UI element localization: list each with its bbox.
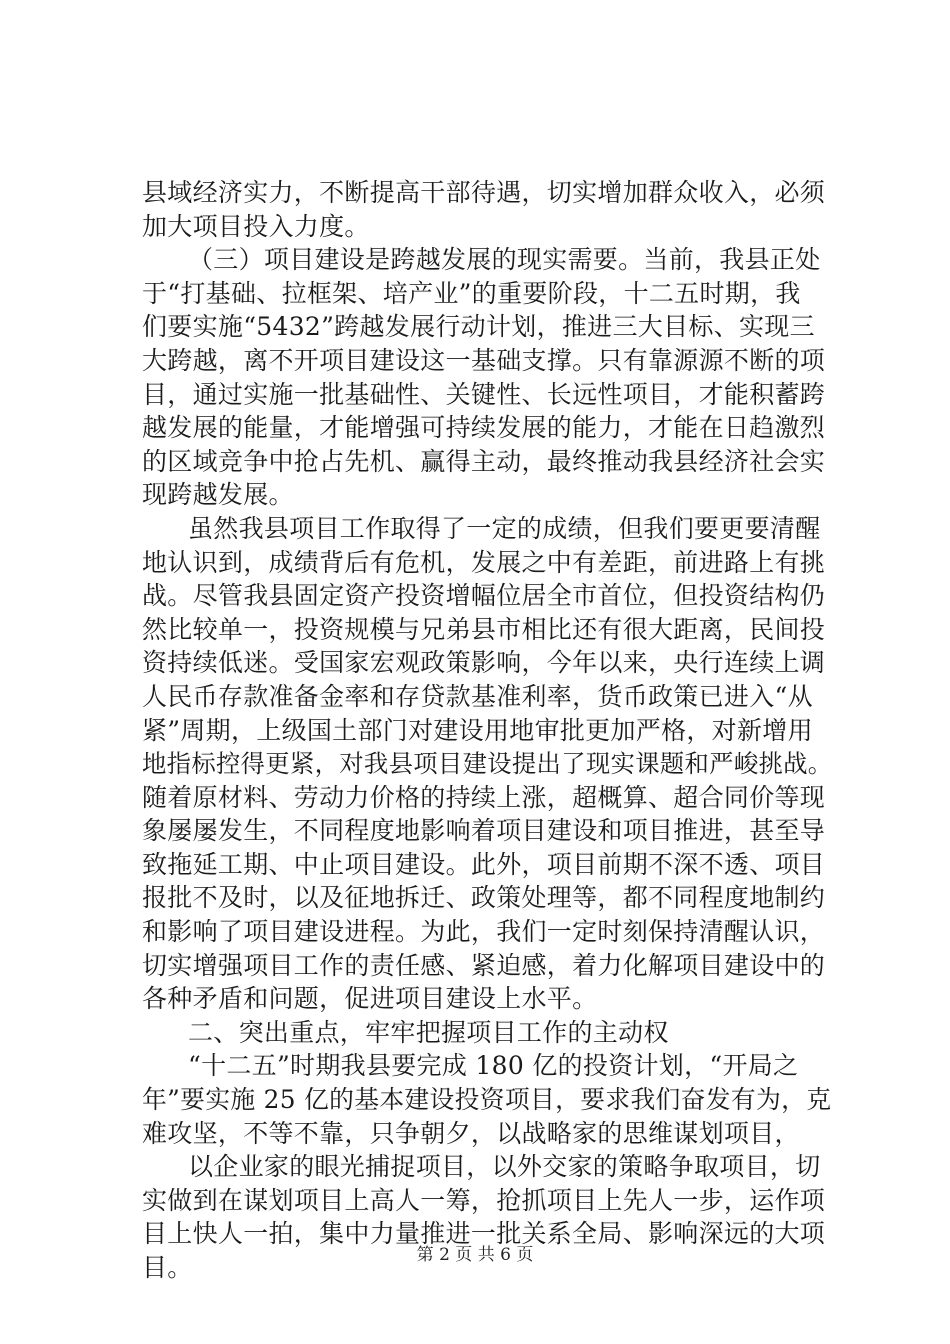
text-line: 于“打基础、拉框架、培产业”的重要阶段，十二五时期，我 bbox=[142, 278, 801, 308]
text-line: 地认识到，成绩背后有危机，发展之中有差距，前进路上有挑 bbox=[142, 547, 826, 577]
document-body bbox=[142, 176, 832, 1285]
text-line: 然比较单一，投资规模与兄弟县市相比还有很大距离，民间投 bbox=[142, 614, 826, 644]
text-line: 目。 bbox=[142, 1253, 193, 1282]
text-line: 实做到在谋划项目上高人一筹，抢抓项目上先人一步，运作项 bbox=[142, 1185, 826, 1215]
text-line: 资持续低迷。受国家宏观政策影响，今年以来，央行连续上调 bbox=[142, 648, 826, 678]
text-line: “十二五”时期我县要完成 180 亿的投资计划，“开局之 bbox=[188, 1051, 799, 1081]
text-line: 越发展的能量，才能增强可持续发展的能力，才能在日趋激烈 bbox=[142, 413, 826, 443]
text-line: 随着原材料、劳动力价格的持续上涨，超概算、超合同价等现 bbox=[142, 782, 826, 812]
text-line: （三）项目建设是跨越发展的现实需要。当前，我县正处 bbox=[188, 245, 821, 275]
page-footer: 第 2 页 共 6 页 bbox=[416, 1245, 534, 1265]
text-line: 年”要实施 25 亿的基本建设投资项目，要求我们奋发有为，克 bbox=[142, 1085, 832, 1115]
text-line: 象屡屡发生，不同程度地影响着项目建设和项目推进，甚至导 bbox=[142, 816, 826, 846]
text-line: 紧”周期，上级国土部门对建设用地审批更加严格，对新增用 bbox=[142, 715, 813, 745]
text-line: 县域经济实力，不断提高干部待遇，切实增加群众收入，必须 bbox=[142, 178, 826, 207]
text-line: 加大项目投入力度。 bbox=[142, 211, 370, 241]
text-line: 大跨越，离不开项目建设这一基础支撑。只有靠源源不断的项 bbox=[142, 345, 826, 375]
text-line: 地指标控得更紧，对我县项目建设提出了现实课题和严峻挑战。 bbox=[142, 749, 833, 779]
text-line: 目，通过实施一批基础性、关键性、长远性项目，才能积蓄跨 bbox=[142, 379, 826, 409]
text-line: 们要实施“5432”跨越发展行动计划，推进三大目标、实现三 bbox=[142, 312, 815, 342]
text-line: 的区域竞争中抢占先机、赢得主动，最终推动我县经济社会实 bbox=[142, 446, 826, 476]
text-line: 战。尽管我县固定资产投资增幅位居全市首位，但投资结构仍 bbox=[142, 581, 826, 611]
text-line: 二、突出重点，牢牢把握项目工作的主动权 bbox=[188, 1017, 669, 1047]
text-line: 人民币存款准备金率和存贷款基准利率，货币政策已进入“从 bbox=[142, 681, 813, 711]
text-line: 以企业家的眼光捕捉项目，以外交家的策略争取项目，切 bbox=[188, 1152, 821, 1182]
text-line: 和影响了项目建设进程。为此，我们一定时刻保持清醒认识， bbox=[142, 917, 826, 947]
text-line: 各种矛盾和问题，促进项目建设上水平。 bbox=[142, 984, 598, 1014]
text-line: 目上快人一拍，集中力量推进一批关系全局、影响深远的大项 bbox=[142, 1219, 826, 1249]
text-line: 虽然我县项目工作取得了一定的成绩，但我们要更要清醒 bbox=[188, 513, 821, 543]
text-line: 报批不及时，以及征地拆迁、政策处理等，都不同程度地制约 bbox=[142, 883, 826, 913]
text-line: 难攻坚，不等不靠，只争朝夕，以战略家的思维谋划项目， bbox=[142, 1118, 800, 1148]
text-line: 现跨越发展。 bbox=[142, 480, 294, 510]
text-line: 切实增强项目工作的责任感、紧迫感，着力化解项目建设中的 bbox=[142, 950, 826, 980]
text-line: 致拖延工期、中止项目建设。此外，项目前期不深不透、项目 bbox=[142, 849, 826, 879]
